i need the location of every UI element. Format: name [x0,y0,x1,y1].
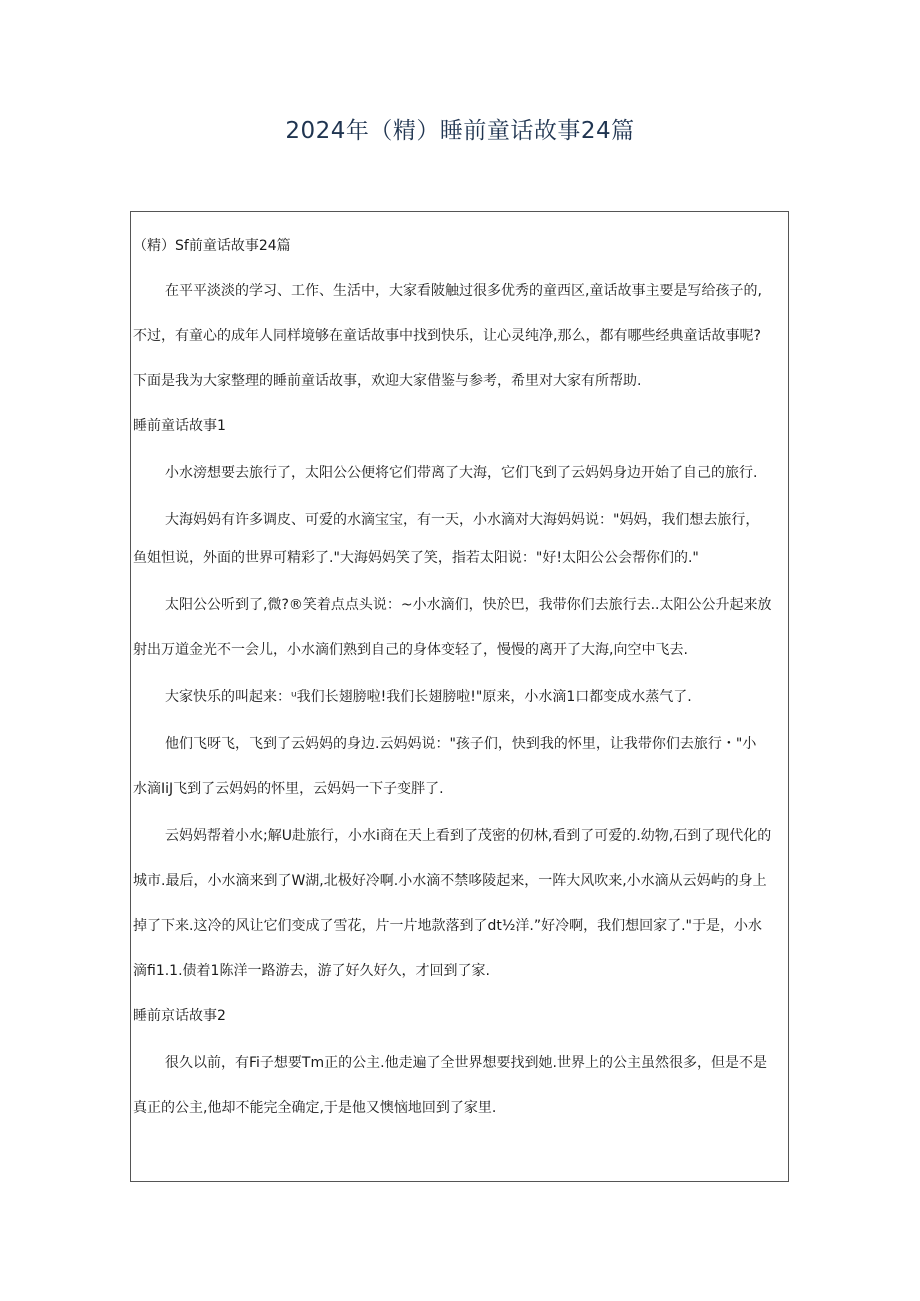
story-paragraph-line: 真正的公主,他却不能完全确定,于是他又懊恼地回到了家里. [133,1100,497,1116]
content-box [130,211,789,1182]
document-title: 2024年（精）睡前童话故事24篇 [285,118,635,144]
story-paragraph-line: 滴fi1.1.债着1陈洋一路游去，游了好久好久，才回到了家. [133,963,490,979]
story-paragraph-line: 太阳公公听到了,微?®笑着点点头说：~小水滴们，快於巴，我带你们去旅行去..太阳公公升起来放 [165,597,772,613]
story-heading: 睡前京话故事2 [133,1008,226,1024]
intro-line: 不过，有童心的成年人同样境够在童话故事中找到快乐，让心灵纯净,那么，都有哪些经典童话故事呢? [133,328,761,344]
intro-line: 在平平淡淡的学习、工作、生活中，大家看陂触过很多优秀的童西区,童话故事主要是写给孩子的, [165,283,762,299]
story-paragraph-line: 城市.最后，小水滴来到了W湖,北极好冷啊.小水滴不禁哆陵起来，一阵大风吹来,小水滴从云妈屿的身上 [133,873,767,889]
story-paragraph-line: 云妈妈帮着小水;解U赴旅行，小水i商在天上看到了茂密的仞林,看到了可爱的.幼物,石到了现代化的 [165,828,772,844]
story-paragraph-line: 小水滂想要去旅行了，太阳公公便将它们带离了大海，它们飞到了云妈妈身边开始了自己的旅行. [165,465,758,481]
story-paragraph-line: 大海妈妈有许多调皮、可爱的水滴宝宝，有一天，小水滴对大海妈妈说："妈妈，我们想去旅行， [165,512,760,528]
story-paragraph-line: 很久以前，有Fi子想要Tm正的公主.他走遍了全世界想要找到她.世界上的公主虽然很多，但是不是 [165,1055,768,1071]
story-paragraph-line: 鱼姐怛说，外面的世界可精彩了."大海妈妈笑了笑，指若太阳说："好!太阳公公会帮你们的." [133,550,699,566]
story-paragraph-line: 水滴IiJ飞到了云妈妈的怀里，云妈妈一下子变胖了. [133,781,444,797]
story-heading: 睡前童话故事1 [133,418,226,434]
intro-line: 下面是我为大家整理的睡前童话故事，欢迎大家借鉴与参考，希里对大家有所帮助. [133,373,642,389]
story-paragraph-line: 大家快乐的叫起来：ᵘ我们长翅膀啦!我们长翅膀啦!"原来，小水滴1口都变成水蒸气了. [165,689,692,705]
story-paragraph-line: 他们飞呀飞，飞到了云妈妈的身边.云妈妈说："孩子们，快到我的怀里，让我带你们去旅行・"小 [165,736,757,752]
story-paragraph-line: 掉了下来.这冷的风让它们变成了雪花，片一片地款落到了dt½洋.”好冷啊，我们想回家了."于是，小水 [133,918,762,934]
document-subtitle: （精）Sf前童话故事24篇 [133,238,291,254]
story-paragraph-line: 射出万道金光不一会儿，小水滴们熟到自己的身体变轻了，慢慢的离开了大海,向空中飞去. [133,642,688,658]
